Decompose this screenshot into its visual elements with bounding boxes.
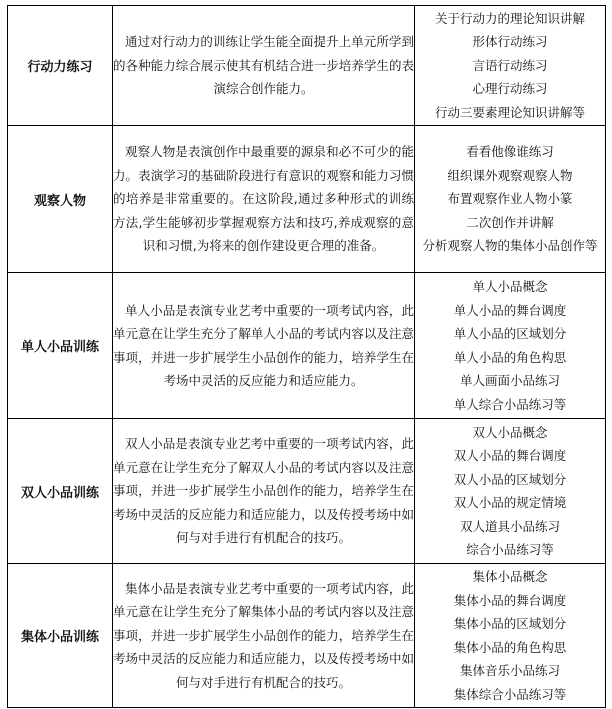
list-item: 集体小品概念: [472, 569, 548, 584]
unit-description-cell: [113, 273, 415, 419]
unit-name: 行动力练习: [8, 6, 113, 126]
unit-name: 双人小品训练: [8, 419, 113, 564]
unit-description-cell: [113, 126, 415, 273]
table-row: [8, 419, 606, 564]
unit-description: 集体小品是表演专业艺考中重要的一项考试内容，此单元意在让学生充分了解集体小品的考试内容以及注意事项，并进一步扩展学生小品创作的能力，培养学生在考场中灵活的反应能力和适应能力，以及传授考场中如何与对手进行有机配合的技巧。: [113, 580, 414, 690]
unit-description: 单人小品是表演专业艺考中重要的一项考试内容，此单元意在让学生充分了解单人小品的考试内容以及注意事项，并进一步扩展学生小品创作的能力，培养学生在考场中灵活的反应能力和适应能力。: [113, 302, 414, 388]
unit-description: 通过对行动力的训练让学生能全面提升上单元所学到的各种能力综合展示使其有机结合进一步培养学生的表演综合创作能力。: [113, 34, 414, 97]
table-row: [8, 564, 606, 708]
table-row: [8, 126, 606, 273]
unit-items: [415, 6, 606, 126]
list-item: 单人画面小品练习: [459, 373, 560, 388]
unit-name: 集体小品训练: [8, 564, 113, 708]
table-row: [8, 6, 606, 126]
list-item: 双人小品的区域划分: [453, 471, 567, 487]
list-item: 单人小品的角色构思: [453, 349, 567, 365]
unit-items: [415, 564, 606, 708]
list-item: 二次创作并讲解: [466, 214, 554, 230]
list-item: 双人小品概念: [472, 424, 548, 440]
unit-description: 观察人物是表演创作中最重要的源泉和必不可少的能力。表演学习的基础阶段进行有意识的观察和能力习惯的培养是非常重要的。在这阶段,通过多种形式的训练方法,学生能够初步掌握观察方法和技巧,养成观察的意识和习惯,为将来的创作建设更合理的准备。: [113, 144, 414, 254]
list-item: 双人小品的规定情境: [453, 495, 567, 510]
curriculum-table: [7, 5, 606, 708]
list-item: 分析观察人物的集体小品创作等: [422, 238, 598, 254]
unit-description-cell: [113, 419, 415, 564]
list-item: 布置观察作业人物小篆: [447, 191, 573, 207]
unit-description: 双人小品是表演专业艺考中重要的一项考试内容，此单元意在让学生充分了解双人小品的考试内容以及注意事项，并进一步扩展学生小品创作的能力，培养学生在考场中灵活的反应能力和适应能力，以及传授考场中如何与对手进行有机配合的技巧。: [113, 436, 414, 546]
list-item: 单人综合小品练习等: [453, 396, 567, 412]
list-item: 组织课外观察观察人物: [447, 167, 573, 183]
unit-items: [415, 419, 606, 564]
list-item: 综合小品练习等: [466, 542, 554, 557]
unit-name: 单人小品训练: [8, 273, 113, 419]
list-item: 集体综合小品练习等: [453, 686, 567, 702]
list-item: 单人小品的舞台调度: [453, 302, 567, 318]
list-item: 行动三要素理论知识讲解等: [434, 104, 585, 120]
list-item: 集体音乐小品练习: [459, 663, 560, 678]
unit-description-cell: [113, 6, 415, 126]
list-item: 双人小品的舞台调度: [453, 448, 567, 463]
list-item: 形体行动练习: [472, 34, 548, 50]
list-item: 双人道具小品练习: [459, 518, 560, 534]
unit-items: [415, 273, 606, 419]
list-item: 单人小品概念: [472, 279, 548, 294]
list-item: 看看他像谁练习: [466, 144, 554, 160]
list-item: 集体小品的区域划分: [453, 616, 567, 631]
list-item: 言语行动练习: [472, 57, 548, 73]
unit-description-cell: [113, 564, 415, 708]
table-row: [8, 273, 606, 419]
list-item: 心理行动练习: [472, 81, 548, 97]
unit-items: [415, 126, 606, 273]
list-item: 关于行动力的理论知识讲解: [434, 10, 585, 26]
list-item: 集体小品的舞台调度: [453, 592, 567, 608]
unit-name: 观察人物: [8, 126, 113, 273]
list-item: 单人小品的区域划分: [453, 326, 567, 341]
list-item: 集体小品的角色构思: [453, 639, 567, 655]
